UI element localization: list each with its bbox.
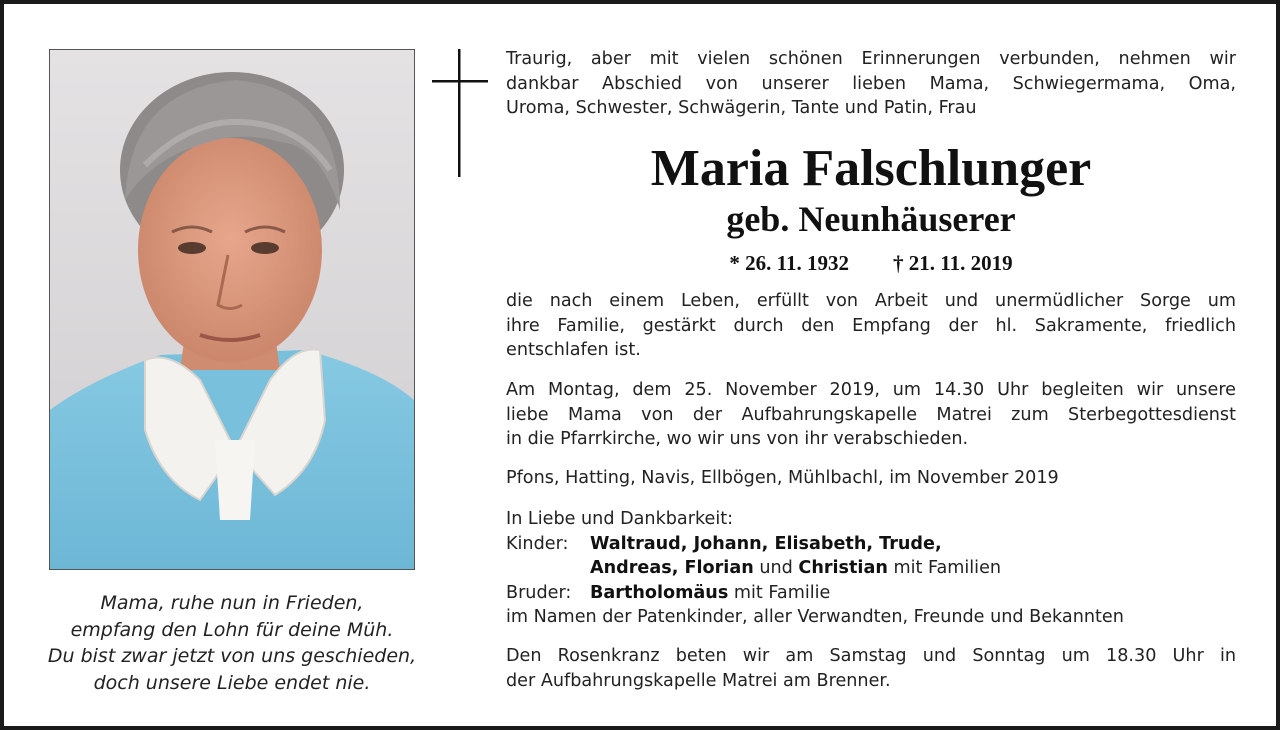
poem-line: Mama, ruhe nun in Frieden, bbox=[100, 592, 364, 614]
children-row-continued bbox=[506, 556, 1236, 581]
conjunction: und bbox=[753, 558, 799, 578]
poem-line: doch unsere Liebe endet nie. bbox=[93, 671, 371, 694]
maiden-name: geb. Neunhäuserer bbox=[726, 199, 1016, 239]
memorial-poem bbox=[24, 590, 440, 696]
text-line: Am Montag, dem 25. November 2019, um 14.30 Uhr begleiten wir unsere bbox=[506, 380, 1236, 400]
children-names: Andreas, Florian bbox=[590, 558, 754, 578]
family-suffix: mit Familie bbox=[728, 582, 831, 603]
text-line: entschlafen ist. bbox=[506, 340, 641, 360]
portrait-illustration bbox=[50, 50, 414, 569]
poem-line: Du bist zwar jetzt von uns geschieden, bbox=[47, 645, 417, 667]
text-line: liebe Mama von der Aufbahrungskapelle Matrei zum Sterbegottesdienst bbox=[506, 404, 1236, 425]
children-label: Kinder: bbox=[506, 533, 569, 554]
text-line: ihre Familie, gestärkt durch den Empfang der hl. Sakramente, friedlich bbox=[506, 315, 1236, 336]
text-line: Uroma, Schwester, Schwägerin, Tante und Patin, Frau bbox=[506, 98, 977, 118]
children-names: Waltraud, Johann, Elisabeth, Trude, bbox=[590, 533, 942, 554]
others-row: im Namen der Patenkinder, aller Verwandten, Freunde und Bekannten bbox=[506, 607, 1124, 627]
brother-name: Bartholomäus bbox=[590, 582, 729, 603]
text-line: dankbar Abschied von unserer lieben Mama, Schwiegermama, Oma, bbox=[506, 73, 1236, 94]
funeral-paragraph bbox=[506, 378, 1236, 452]
children-row bbox=[506, 532, 1236, 557]
rosary-paragraph bbox=[506, 644, 1236, 693]
life-dates bbox=[506, 250, 1236, 276]
text-line: in die Pfarrkirche, wo wir uns von ihr verabschieden. bbox=[506, 429, 969, 449]
children-names: Christian bbox=[798, 558, 888, 578]
brother-row bbox=[506, 581, 1236, 606]
portrait-photo bbox=[49, 49, 415, 570]
place-date bbox=[506, 466, 1236, 491]
families-suffix: mit Familien bbox=[887, 558, 1002, 578]
death-date: † 21. 11. 2019 bbox=[893, 251, 1013, 275]
text-line: die nach einem Leben, erfüllt von Arbeit und unermüdlicher Sorge um bbox=[506, 291, 1236, 311]
text-line: Pfons, Hatting, Navis, Ellbögen, Mühlbachl, im November 2019 bbox=[506, 468, 1059, 488]
poem-line: empfang den Lohn für deine Müh. bbox=[70, 618, 394, 641]
text-line: Traurig, aber mit vielen schönen Erinnerungen verbunden, nehmen wir bbox=[506, 49, 1236, 69]
text-line: der Aufbahrungskapelle Matrei am Brenner. bbox=[506, 670, 891, 691]
mourners-block bbox=[506, 507, 1236, 630]
deceased-name: Maria Falschlunger bbox=[650, 140, 1092, 197]
text-line: Den Rosenkranz beten wir am Samstag und Sonntag um 18.30 Uhr in bbox=[506, 646, 1236, 666]
mourners-intro: In Liebe und Dankbarkeit: bbox=[506, 509, 734, 529]
passing-paragraph bbox=[506, 289, 1236, 363]
latin-cross-icon bbox=[432, 49, 488, 177]
intro-paragraph bbox=[506, 47, 1236, 121]
brother-label: Bruder: bbox=[506, 582, 572, 603]
birth-date: * 26. 11. 1932 bbox=[729, 251, 849, 275]
